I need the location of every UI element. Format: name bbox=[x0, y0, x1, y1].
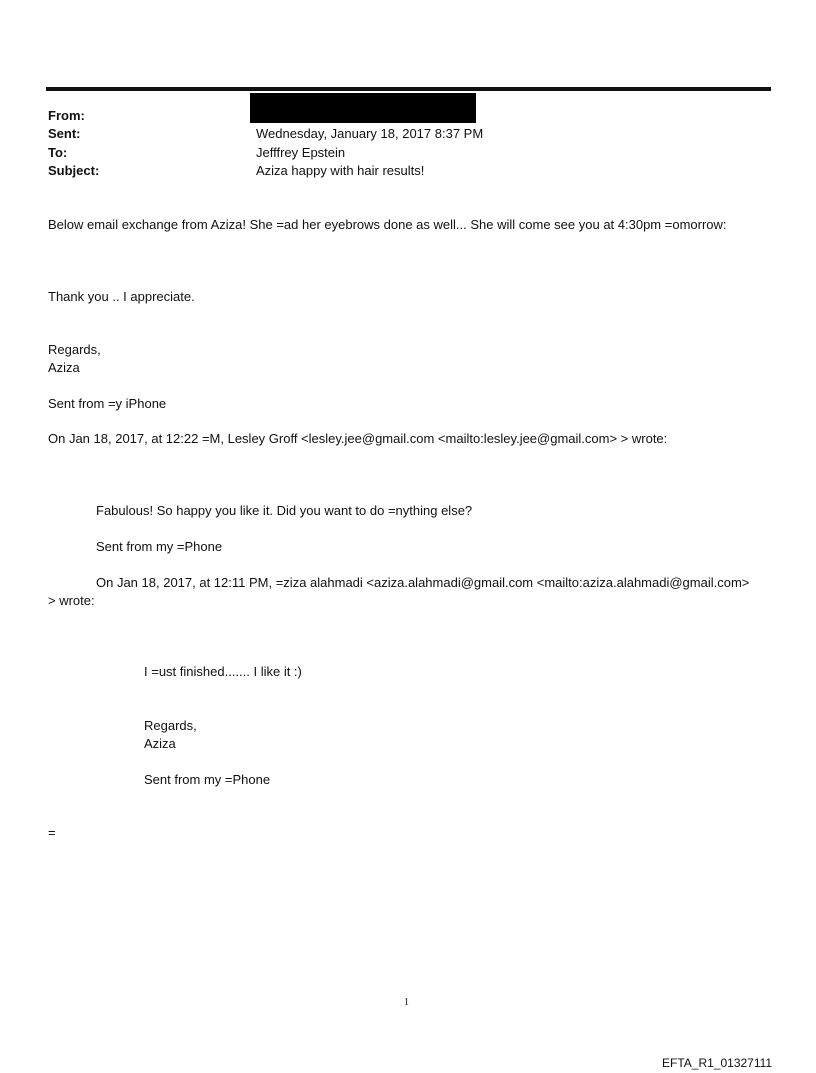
reply-signature: Sent from =y iPhone bbox=[48, 396, 167, 411]
bates-id: EFTA_R1_01327111 bbox=[662, 1056, 773, 1070]
page-number: 1 bbox=[404, 997, 409, 1008]
quote1-signature: Sent from my =Phone bbox=[96, 539, 223, 554]
quote1-text: Fabulous! So happy you like it. Did you want to do =nything else? bbox=[96, 503, 473, 518]
subject-label: Subject: bbox=[48, 163, 100, 178]
header-rule bbox=[46, 87, 771, 91]
reply-text: Thank you .. I appreciate. bbox=[48, 289, 195, 304]
sent-label: Sent: bbox=[48, 126, 81, 141]
quote2-signature: Sent from my =Phone bbox=[144, 772, 271, 787]
subject-value: Aziza happy with hair results! bbox=[256, 163, 425, 178]
to-label: To: bbox=[48, 145, 68, 160]
quote1-header: On Jan 18, 2017, at 12:22 =M, Lesley Groff <lesley.jee@gmail.com <mailto:lesley.jee@gmail.com> > wrote: bbox=[48, 431, 668, 446]
to-value: Jefffrey Epstein bbox=[256, 145, 346, 160]
trailer-text: = bbox=[48, 825, 56, 840]
reply-name: Aziza bbox=[48, 360, 80, 375]
sent-value: Wednesday, January 18, 2017 8:37 PM bbox=[256, 126, 484, 141]
quote2-regards: Regards, bbox=[144, 718, 197, 733]
quote2-header-line2: > wrote: bbox=[48, 593, 95, 608]
quote2-header-line1: On Jan 18, 2017, at 12:11 PM, =ziza alahmadi <aziza.alahmadi@gmail.com <mailto:aziza.alahmadi@gmail.com> bbox=[96, 575, 750, 590]
intro-text: Below email exchange from Aziza! She =ad her eyebrows done as well... She will come see you at 4:30pm =omorrow: bbox=[48, 217, 727, 232]
redaction-block bbox=[250, 93, 476, 123]
from-label: From: bbox=[48, 108, 85, 123]
reply-regards: Regards, bbox=[48, 342, 101, 357]
quote2-name: Aziza bbox=[144, 736, 176, 751]
quote2-text: I =ust finished....... I like it :) bbox=[144, 664, 302, 679]
